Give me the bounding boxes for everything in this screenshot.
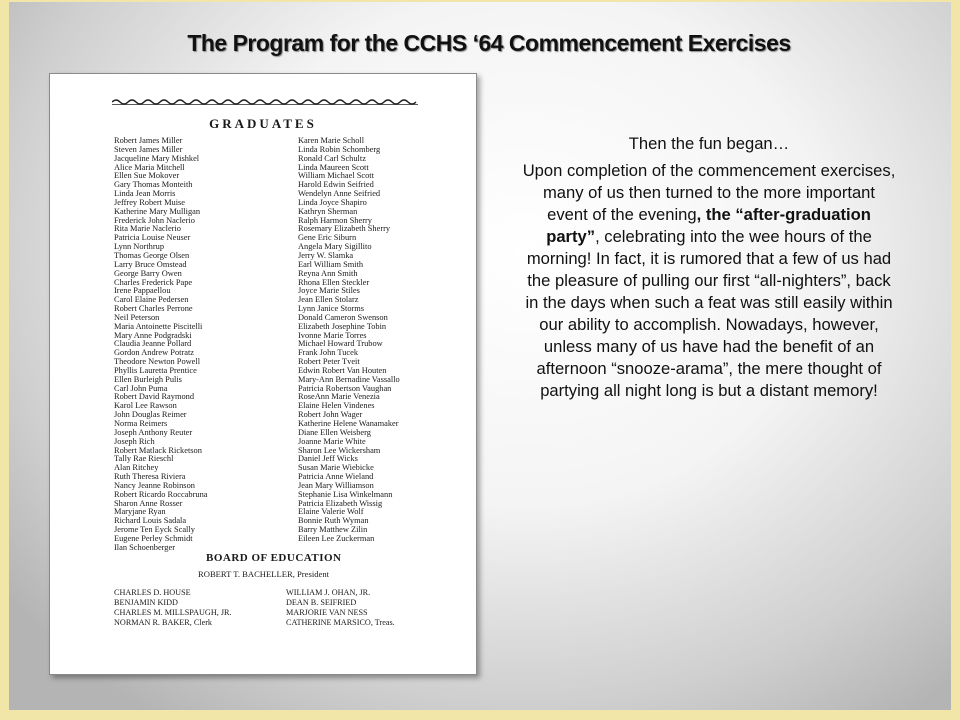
- graduate-name: Maryjane Ryan: [114, 507, 166, 517]
- graduate-name: Frederick John Naclerio: [114, 215, 195, 225]
- graduate-name: Joyce Marie Stiles: [298, 286, 360, 296]
- graduate-name: Jean Mary Williamson: [298, 480, 374, 490]
- graduate-name: Steven James Miller: [114, 144, 183, 154]
- graduate-name: Richard Louis Sadala: [114, 516, 187, 526]
- graduate-name: Elaine Valerie Wolf: [298, 507, 364, 517]
- graduates-list-left: [114, 137, 208, 553]
- graduate-name: Phyllis Lauretta Prentice: [114, 365, 197, 375]
- graduate-name: Harold Edwin Seifried: [298, 180, 374, 190]
- graduate-name: Thomas George Olsen: [114, 250, 190, 260]
- board-member: BENJAMIN KIDD: [114, 598, 178, 607]
- graduate-name: RoseAnn Marie Venezia: [298, 392, 380, 402]
- board-heading: BOARD OF EDUCATION: [206, 552, 342, 564]
- graduate-name: Joseph Anthony Reuter: [114, 427, 193, 437]
- graduate-name: Patricia Anne Wieland: [298, 472, 374, 482]
- graduate-name: Patricia Elizabeth Wissig: [298, 498, 383, 508]
- board-member: WILLIAM J. OHAN, JR.: [286, 588, 371, 597]
- graduate-name: Lynn Janice Storms: [298, 304, 365, 314]
- graduate-name: Katherine Mary Mulligan: [114, 206, 201, 216]
- graduate-name: Donald Cameron Swenson: [298, 312, 388, 322]
- graduate-name: Ruth Theresa Riviera: [114, 472, 186, 482]
- graduate-name: Jeffrey Robert Muise: [114, 197, 186, 207]
- board-members-left: [114, 588, 232, 628]
- graduate-name: Claudia Jeanne Pollard: [114, 339, 192, 349]
- board-member: CATHERINE MARSICO, Treas.: [286, 618, 395, 627]
- graduate-name: Sharon Anne Rosser: [114, 498, 183, 508]
- graduate-name: Ellen Burleigh Pulis: [114, 374, 182, 384]
- graduate-name: Katherine Helene Wanamaker: [298, 419, 399, 428]
- graduate-name: Neil Peterson: [114, 312, 160, 322]
- graduate-name: Alan Ritchey: [114, 463, 159, 473]
- graduate-name: Ronald Carl Schultz: [298, 153, 366, 163]
- graduate-name: Robert Peter Tveit: [298, 357, 360, 367]
- graduates-heading: GRADUATES: [209, 116, 317, 131]
- graduate-name: Rita Marie Naclerio: [114, 224, 181, 234]
- graduate-name: Linda Jean Morris: [114, 189, 176, 199]
- graduate-name: Daniel Jeff Wicks: [298, 454, 358, 464]
- graduate-name: Ralph Harmon Sherry: [298, 215, 372, 225]
- graduate-name: Wendelyn Anne Seifried: [298, 189, 381, 199]
- graduate-name: Edwin Robert Van Houten: [298, 365, 387, 375]
- graduate-name: Linda Maureen Scott: [298, 162, 369, 172]
- program-page-image: [49, 73, 477, 675]
- intro-line: Then the fun began…: [628, 134, 790, 153]
- graduate-name: Frank John Tucek: [298, 348, 359, 358]
- narrative-part-2: , celebrating into the wee hours of the morning! In fact, it is rumored that a few of us had the pleasure of pulling our first “all-nighters”, back in the days when such a feat was still easily within our ability to accomplish. Nowadays, however, unless many of us have had the benefit of an afternoon “snooze-arama”, the mere thought of partying all night long is but a distant memory!: [525, 227, 893, 400]
- graduate-name: Elizabeth Josephine Tobin: [298, 321, 387, 331]
- graduate-name: Michael Howard Trubow: [298, 339, 383, 349]
- graduate-name: Robert Matlack Ricketson: [114, 445, 202, 455]
- graduate-name: Irene Pappaellou: [114, 286, 171, 296]
- graduate-name: Barry Matthew Zilin: [298, 525, 368, 535]
- graduate-name: Kathryn Sherman: [298, 206, 358, 216]
- graduate-name: Joanne Marie White: [298, 436, 366, 446]
- board-member: CHARLES M. MILLSPAUGH, JR.: [114, 608, 232, 617]
- graduate-name: Lynn Northrup: [114, 242, 165, 252]
- graduate-name: Eileen Lee Zuckerman: [298, 533, 375, 543]
- graduate-name: Karol Lee Rawson: [114, 401, 177, 411]
- graduate-name: Elaine Helen Vindenes: [298, 401, 375, 411]
- graduate-name: Ellen Sue Mokover: [114, 171, 180, 181]
- graduate-name: Karen Marie Scholl: [298, 136, 365, 145]
- narrative-bold-phrase: , the “after-graduation party”: [546, 205, 871, 246]
- graduate-name: Linda Robin Schomberg: [298, 144, 381, 154]
- graduate-name: Linda Joyce Shapiro: [298, 197, 367, 207]
- graduate-name: George Barry Owen: [114, 268, 182, 278]
- board-member: MARJORIE VAN NESS: [286, 608, 368, 617]
- graduate-name: Mary-Ann Bernadine Vassallo: [298, 374, 400, 384]
- graduate-name: William Michael Scott: [298, 171, 374, 181]
- graduate-name: Ilan Schoenberger: [114, 542, 176, 552]
- board-members-right: [286, 588, 395, 628]
- graduate-name: Alice Maria Mitchell: [114, 162, 185, 172]
- graduate-name: Nancy Jeanne Robinson: [114, 480, 195, 490]
- decorative-wave-rule: [112, 98, 418, 106]
- board-president: ROBERT T. BACHELLER, President: [198, 569, 330, 579]
- graduate-name: Mary Anne Podgradski: [114, 330, 192, 340]
- graduate-name: Angela Mary Sigillito: [298, 242, 372, 252]
- graduate-name: Susan Marie Wiebicke: [298, 463, 374, 473]
- graduate-name: Robert Charles Perrone: [114, 304, 193, 314]
- graduate-name: Maria Antoinette Piscitelli: [114, 321, 203, 331]
- graduate-name: Jerry W. Slamka: [298, 250, 354, 260]
- graduate-name: Robert David Raymond: [114, 392, 195, 402]
- narrative-text: [521, 133, 897, 402]
- board-member: DEAN B. SEIFRIED: [286, 598, 357, 607]
- graduate-name: Carl John Puma: [114, 383, 168, 393]
- graduate-name: Diane Ellen Weisberg: [298, 427, 371, 437]
- graduate-name: Norma Reimers: [114, 419, 168, 428]
- graduate-name: Jean Ellen Stolarz: [298, 295, 359, 305]
- graduate-name: Rhona Ellen Steckler: [298, 277, 370, 287]
- graduate-name: Rosemary Elizabeth Sherry: [298, 224, 391, 234]
- narrative-part-1: Upon completion of the commencement exercises, many of us then turned to the more important event of the evening: [522, 161, 896, 224]
- graduate-name: Bonnie Ruth Wyman: [298, 516, 369, 526]
- graduate-name: Patricia Louise Neuser: [114, 233, 191, 243]
- graduate-name: Sharon Lee Wickersham: [298, 445, 381, 455]
- graduate-name: Robert John Wager: [298, 410, 363, 420]
- graduate-name: Charles Frederick Pape: [114, 277, 193, 287]
- graduate-name: Patricia Robertson Vaughan: [298, 383, 392, 393]
- graduate-name: Ivonne Marie Torres: [298, 330, 367, 340]
- board-member: NORMAN R. BAKER, Clerk: [114, 618, 213, 627]
- graduate-name: Joseph Rich: [114, 436, 155, 446]
- narrative-paragraph: [521, 160, 897, 402]
- graduate-name: Gordon Andrew Potratz: [114, 348, 195, 358]
- board-member: CHARLES D. HOUSE: [114, 588, 191, 597]
- graduate-name: Carol Elaine Pedersen: [114, 295, 189, 305]
- graduate-name: Jacqueline Mary Mishkel: [114, 153, 200, 163]
- graduate-name: John Douglas Reimer: [114, 410, 187, 420]
- graduate-name: Robert James Miller: [114, 136, 183, 145]
- graduate-name: Larry Bruce Omstead: [114, 259, 187, 269]
- graduate-name: Earl William Smith: [298, 259, 364, 269]
- slide-title: The Program for the CCHS ‘64 Commencement Exercises: [187, 30, 791, 56]
- graduate-name: Tally Rae Rieschl: [114, 454, 174, 464]
- graduate-name: Jerome Ten Eyck Scally: [114, 525, 195, 535]
- graduate-name: Eugene Perley Schmidt: [114, 533, 193, 543]
- graduate-name: Gene Eric Siburn: [298, 233, 357, 243]
- graduate-name: Reyna Ann Smith: [298, 268, 358, 278]
- graduate-name: Robert Ricardo Roccabruna: [114, 489, 208, 499]
- graduate-name: Gary Thomas Monteith: [114, 180, 193, 190]
- graduate-name: Theodore Newton Powell: [114, 357, 201, 367]
- graduates-list-right: [298, 137, 400, 544]
- graduate-name: Stephanie Lisa Winkelmann: [298, 489, 393, 499]
